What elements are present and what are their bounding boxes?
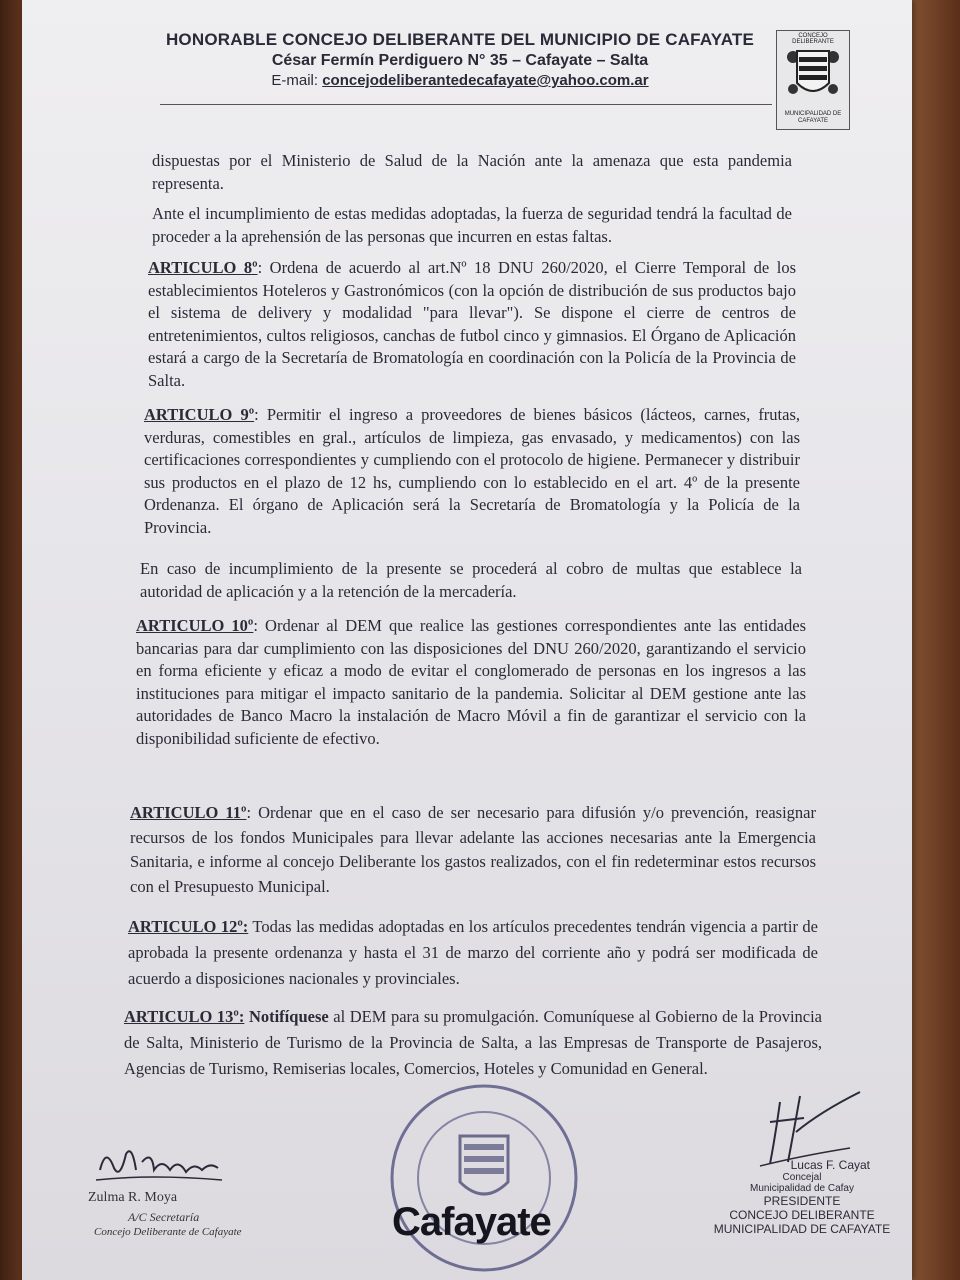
article-12-text: Todas las medidas adoptadas en los artículos precedentes tendrán vigencia a partir de aprobada la presente ordenanza y hasta el 31 de marzo del corriente año y podrá ser modificada de acuerdo a disposiciones nacionales y provinciales. <box>128 917 818 988</box>
article-8-text: : Ordena de acuerdo al art.Nº 18 DNU 260/2020, el Cierre Temporal de los establecimientos Hoteleros y Gastronómicos (con la opción de distribución de sus productos bajo el sistema de delivery y modalidad "para llevar"). Se dispone el cierre de centros de entretenimientos, cultos religiosos, canchas de futbol cinco y gimnasios. El Órgano de Aplicación estará a cargo de la Secretaría de Bromatología en coordinación con la Policía de la Provincia de Salta. <box>148 258 796 390</box>
letterhead <box>140 30 780 89</box>
paragraph-penalties: En caso de incumplimiento de la presente se procederá al cobro de multas que establece la autoridad de aplicación y a la retención de la mercadería. <box>140 559 802 601</box>
right-signer-role: Concejal <box>782 1172 822 1183</box>
article-12 <box>128 914 818 992</box>
article-10-label: ARTICULO 10º <box>136 616 254 635</box>
left-signer-name: Zulma R. Moya <box>88 1190 178 1205</box>
article-9-label: ARTICULO 9º <box>144 405 255 424</box>
article-9 <box>144 404 800 539</box>
right-signer-municipality: Municipalidad de Cafay <box>750 1183 854 1194</box>
article-11-label: ARTICULO 11º <box>130 803 247 822</box>
left-signer-title: A/C Secretaría <box>128 1210 200 1224</box>
article-11-text: : Ordenar que en el caso de ser necesario para difusión y/o prevención, reasignar recursos de los fondos Municipales para llevar adelante las acciones necesarias ante la Emergencia Sanitaria, e informe al concejo Deliberante los gastos realizados, con el fin redeterminar estos recursos con el Presupuesto Municipal. <box>130 803 816 896</box>
article-13-bold: Notifíquese <box>248 1007 329 1026</box>
right-signer-municipality-caps: MUNICIPALIDAD DE CAFAYATE <box>713 1222 891 1236</box>
left-handwritten-signature <box>92 1140 232 1190</box>
email-link[interactable]: concejodeliberantedecafayate@yahoo.com.ar <box>322 72 649 89</box>
letterhead-title: HONORABLE CONCEJO DELIBERANTE DEL MUNICIPIO DE CAFAYATE <box>165 30 755 49</box>
article-8-label: ARTICULO 8º <box>148 258 258 277</box>
article-12-label: ARTICULO 12º: <box>128 917 249 936</box>
official-seal-stamp <box>384 1078 584 1278</box>
article-9-text: : Permitir el ingreso a proveedores de bienes básicos (lácteos, carnes, frutas, verduras, comestibles en gral., artículos de limpieza, gas envasado, y medicamentos) con las certificaciones correspondientes y cumpliendo con el protocolo de higiene. Permanecer y distribuir sus productos en el plazo de 12 hs, cumpliendo con lo establecido en el art. 4º de la presente Ordenanza. El órgano de Aplicación será la Secretaría de Bromatología y la Policía de la Provincia. <box>144 405 801 537</box>
paragraph-enforcement: Ante el incumplimiento de estas medidas adoptadas, la fuerza de seguridad tendrá la facultad de proceder a la aprehensión de las personas que incurren en estas faltas. <box>152 204 792 246</box>
logo-top-text: CONCEJO DELIBERANTE <box>792 33 834 45</box>
article-8 <box>148 257 796 392</box>
logo-bottom-text: MUNICIPALIDAD DE CAFAYATE <box>784 111 842 124</box>
article-13-text: al DEM para su promulgación. Comuníquese al Gobierno de la Provincia de Salta, Ministerio de Turismo de la Provincia de Salta, a las Empresas de Transporte de Pasajeros, Agencias de Turismo, Remiserias locales, Comercios, Hoteles y Comunidad en General. <box>124 1007 823 1078</box>
article-10-text: : Ordenar al DEM que realice las gestiones correspondientes ante las entidades bancarias para dar cumplimiento con las disposiciones del DNU 260/2020, garantizando el servicio en forma eficiente y eficaz a modo de evitar el conglomerado de personas en los ingresos a las instituciones para mitigar el impacto sanitario de la pandemia. Solicitar al DEM gestione ante las autoridades de Banco Macro la instalación de Macro Móvil a fin de garantizar el servicio con la disponibilidad suficiente de efectivo. <box>136 616 806 748</box>
crest-icon <box>783 43 843 109</box>
right-signer-position: PRESIDENTE <box>763 1194 841 1208</box>
paragraph-continuation: dispuestas por el Ministerio de Salud de la Nación ante la amenaza que esta pandemia representa. <box>152 151 792 193</box>
letterhead-address: César Fermín Perdiguero N° 35 – Cafayate – Salta <box>271 52 649 69</box>
right-signer-name: Lucas F. Cayat <box>790 1158 870 1172</box>
stamp-watermark-text: Cafayate <box>392 1200 551 1244</box>
article-13 <box>124 1004 822 1082</box>
article-11 <box>130 801 816 899</box>
article-10 <box>136 615 806 750</box>
right-signature-block <box>712 1158 892 1236</box>
left-signer-org: Concejo Deliberante de Cafayate <box>94 1226 242 1238</box>
header-divider <box>160 104 772 105</box>
municipal-crest-logo <box>776 30 850 130</box>
article-13-label: ARTICULO 13º: <box>124 1007 245 1026</box>
email-label: E-mail: <box>271 72 319 89</box>
letterhead-email-line <box>140 72 780 89</box>
right-signer-council: CONCEJO DELIBERANTE <box>729 1208 875 1222</box>
